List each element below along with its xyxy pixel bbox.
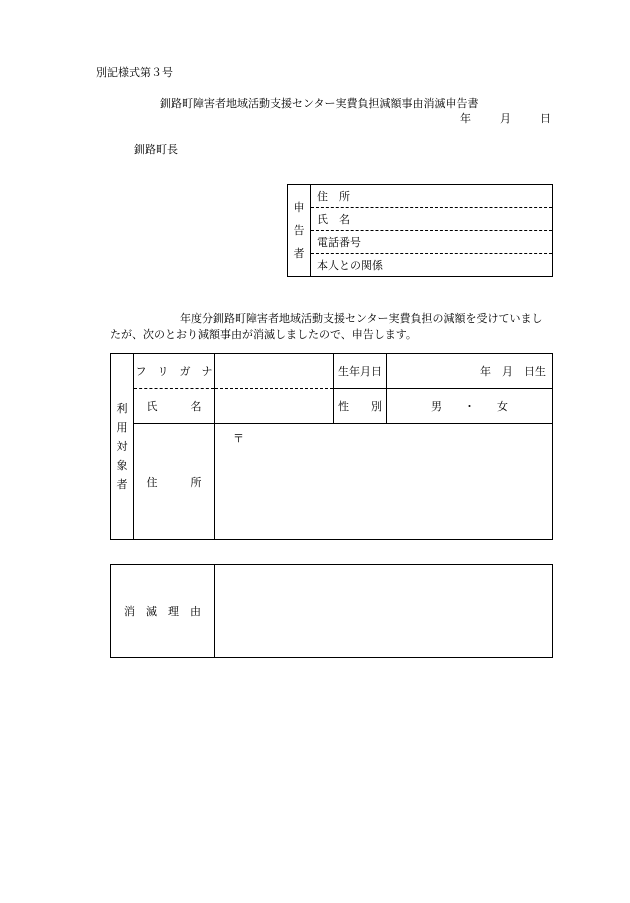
form-number: 別記様式第３号 [96, 66, 173, 79]
declarant-header-char: 申 [293, 201, 305, 214]
date-day: 日 [540, 112, 551, 125]
gender-field[interactable]: 男 ・ 女 [387, 389, 553, 424]
declarant-name-label: 氏 名 [317, 213, 350, 226]
declarant-table [287, 184, 553, 277]
body-text-line-1: 年度分釧路町障害者地域活動支援センター実費負担の減額を受けていまし [180, 312, 543, 325]
user-header-char: 利 [116, 402, 128, 415]
user-table-header [111, 354, 134, 540]
page-title: 釧路町障害者地域活動支援センター実費負担減額事由消滅申告書 [160, 97, 479, 110]
declarant-header-char: 者 [293, 247, 305, 260]
name-label: 氏 名 [134, 389, 215, 424]
user-header-char: 対 [116, 440, 128, 453]
birthdate-label: 生年月日 [334, 354, 387, 389]
date-year: 年 [460, 112, 471, 125]
date-line [460, 110, 551, 126]
name-field[interactable] [215, 389, 334, 424]
user-table [110, 353, 553, 540]
declarant-name-field[interactable] [311, 208, 553, 231]
reason-field[interactable] [215, 565, 553, 658]
declarant-relation-label: 本人との関係 [317, 259, 383, 272]
declarant-header [288, 185, 311, 277]
declarant-phone-label: 電話番号 [317, 236, 361, 249]
user-header-char: 象 [116, 459, 128, 472]
furigana-label: フ リ ガ ナ [134, 354, 215, 389]
address-field[interactable] [215, 424, 553, 540]
declarant-phone-field[interactable] [311, 231, 553, 254]
address-label: 住 所 [134, 424, 215, 540]
body-text-line-2: たが、次のとおり減額事由が消滅しましたので、申告します。 [110, 328, 417, 341]
birthdate-field[interactable]: 年 月 日生 [387, 354, 553, 389]
declarant-header-char: 告 [293, 224, 305, 237]
user-header-char: 者 [116, 478, 128, 491]
gender-label: 性 別 [334, 389, 387, 424]
declarant-relation-field[interactable] [311, 254, 553, 277]
furigana-field[interactable] [215, 354, 334, 389]
declarant-address-label: 住 所 [317, 190, 350, 203]
reason-table [110, 564, 553, 658]
postal-mark: 〒 [233, 432, 244, 445]
declarant-address-field[interactable] [311, 185, 553, 208]
reason-label: 消 滅 理 由 [111, 565, 215, 658]
user-header-char: 用 [116, 421, 128, 434]
addressee: 釧路町長 [134, 143, 178, 156]
date-month: 月 [500, 112, 511, 125]
